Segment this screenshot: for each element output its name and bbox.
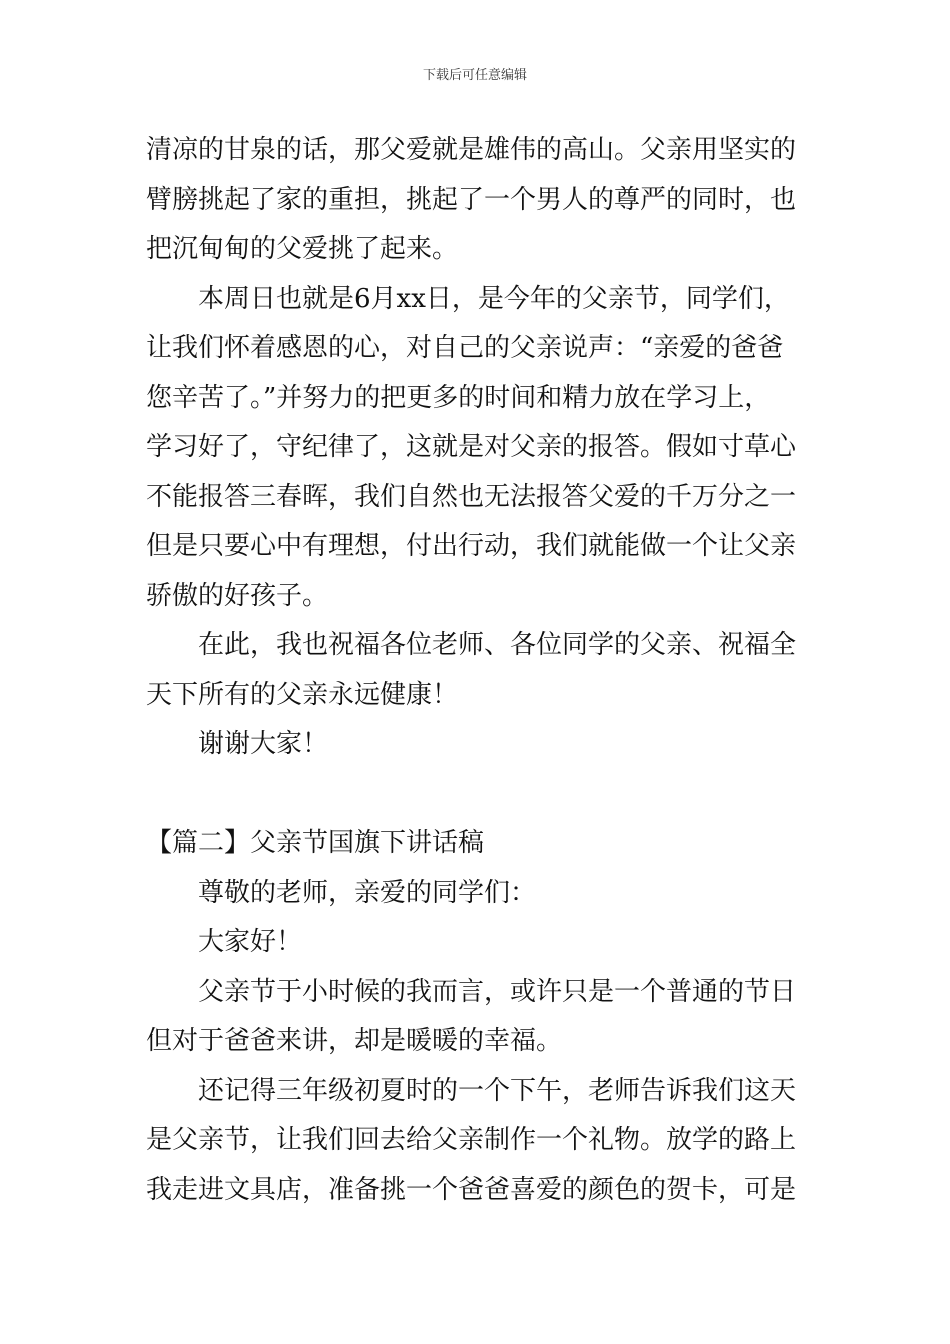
document-body bbox=[146, 126, 806, 1215]
text-line: 清凉的甘泉的话，那父爱就是雄伟的高山。父亲用坚实的 bbox=[146, 135, 797, 165]
text-line: 您辛苦了。”并努力的把更多的时间和精力放在学习上， bbox=[146, 382, 771, 413]
text-line: 但对于爸爸来讲，却是暖暖的幸福。 bbox=[146, 1026, 563, 1056]
text-line: 我走进文具店，准备挑一个爸爸喜爱的颜色的贺卡，可是 bbox=[146, 1174, 797, 1205]
text-line: 让我们怀着感恩的心，对自己的父亲说声：“亲爱的爸爸 bbox=[146, 333, 784, 363]
text-line: 但是只要心中有理想，付出行动，我们就能做一个让父亲 bbox=[146, 531, 797, 561]
text-line: 不能报答三春晖，我们自然也无法报答父爱的千万分之一 bbox=[146, 481, 797, 512]
text-line: 谢谢大家！ bbox=[198, 729, 329, 759]
page-header: 下载后可任意编辑 bbox=[422, 68, 527, 83]
text-line: 臂膀挑起了家的重担，挑起了一个男人的尊严的同时，也 bbox=[146, 184, 797, 215]
text-line: 还记得三年级初夏时的一个下午，老师告诉我们这天 bbox=[198, 1075, 797, 1106]
text-line: 学习好了，守纪律了，这就是对父亲的报答。假如寸草心 bbox=[146, 432, 797, 462]
text-line: 大家好！ bbox=[198, 927, 303, 957]
section-gap bbox=[146, 770, 806, 820]
text-line: 是父亲节，让我们回去给父亲制作一个礼物。放学的路上 bbox=[146, 1125, 797, 1155]
text-line: 把沉甸甸的父爱挑了起来。 bbox=[146, 234, 459, 264]
section-heading: 【篇二】父亲节国旗下讲话稿 bbox=[146, 828, 485, 858]
text-line: 尊敬的老师，亲爱的同学们： bbox=[198, 877, 537, 908]
text-line: 天下所有的父亲永远健康！ bbox=[146, 679, 459, 710]
text-line: 骄傲的好孩子。 bbox=[146, 580, 329, 611]
text-line: 在此，我也祝福各位老师、各位同学的父亲、祝福全 bbox=[198, 630, 797, 660]
text-line: 父亲节于小时候的我而言，或许只是一个普通的节日 bbox=[198, 976, 797, 1007]
text-line: 本周日也就是6月xx日，是今年的父亲节，同学们， bbox=[198, 283, 790, 314]
